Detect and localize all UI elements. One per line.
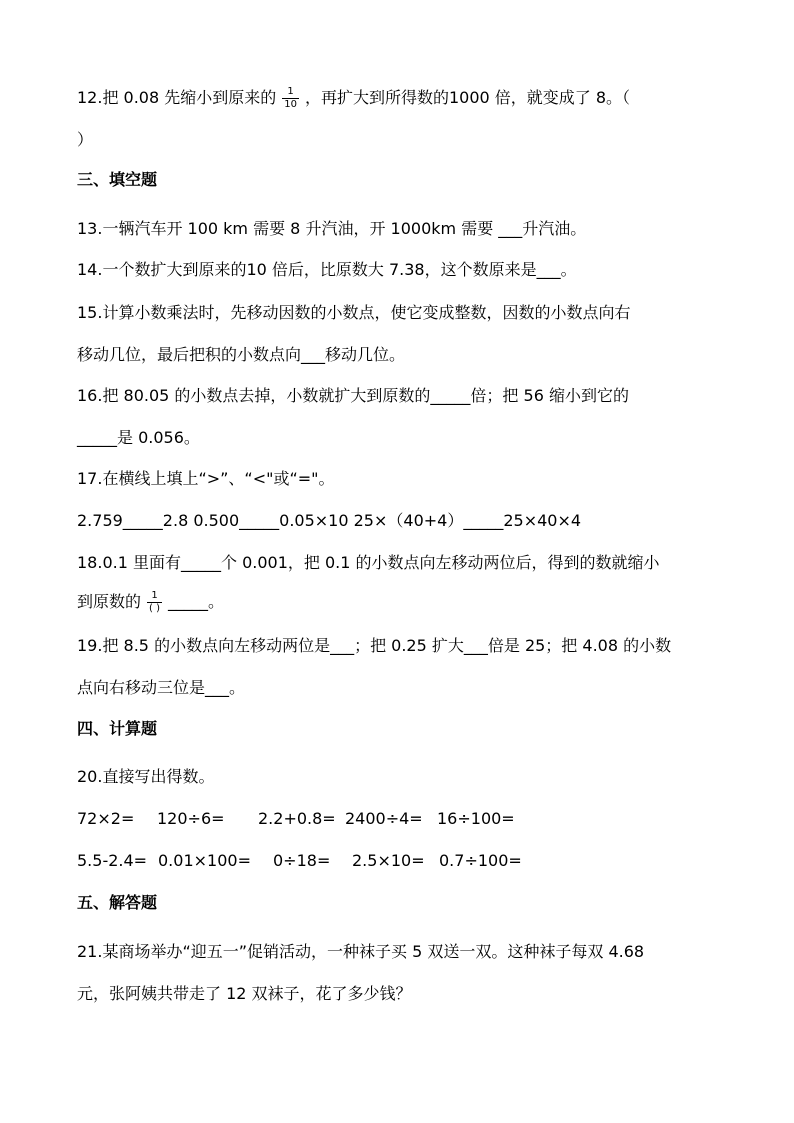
calc-item: 0.01×100= <box>158 851 251 870</box>
fraction: $\frac{1}{10}$ <box>284 86 297 110</box>
calc-item: 2.5×10= <box>352 851 425 870</box>
question-19-line1: 19.把 8.5 的小数点向左移动两位是___；把 0.25 扩大___倍是 25；把 4.08 的小数 <box>77 636 672 655</box>
question-12-text-after: ，再扩大到所得数的1000 倍，就变成了 8。（ <box>304 88 631 107</box>
question-13: 13.一辆汽车开 100 km 需要 8 升汽油，开 1000km 需要 ___升汽油。 <box>77 219 587 238</box>
question-21-line1: 21.某商场举办“迎五一”促销活动，一种袜子买 5 双送一双。这种袜子每双 4.68 <box>77 942 645 961</box>
question-14: 14.一个数扩大到原来的10 倍后，比原数大 7.38，这个数原来是___。 <box>77 260 577 279</box>
calc-item: 120÷6= <box>157 809 225 828</box>
section-heading-fill-blank: 三、填空题 <box>77 170 158 189</box>
question-15-line1: 15.计算小数乘法时，先移动因数的小数点，使它变成整数，因数的小数点向右 <box>77 303 631 322</box>
question-18-line2: 到原数的 $\frac{1}{( )}$ _____。 <box>77 590 225 614</box>
question-12-text-before: 12.把 0.08 先缩小到原来的 <box>77 88 277 107</box>
calc-item: 72×2= <box>77 809 135 828</box>
section-heading-answer: 五、解答题 <box>77 893 158 912</box>
question-20-title: 20.直接写出得数。 <box>77 767 215 786</box>
question-12 <box>77 86 630 111</box>
calc-item: 0÷18= <box>273 851 331 870</box>
calc-item: 0.7÷100= <box>439 851 522 870</box>
question-21-line2: 元，张阿姨共带走了 12 双袜子，花了多少钱？ <box>77 984 412 1003</box>
calc-item: 5.5-2.4= <box>77 851 148 870</box>
question-15-line2: 移动几位，最后把积的小数点向___移动几位。 <box>77 345 406 364</box>
question-16-line2: _____是 0.056。 <box>77 428 200 447</box>
calc-item: 2.2+0.8= <box>258 809 336 828</box>
fraction: $\frac{1}{( )}$ <box>149 590 160 614</box>
question-19-line2: 点向右移动三位是___。 <box>77 678 246 697</box>
question-17-line1: 17.在横线上填上“>”、“<"或“="。 <box>77 469 335 488</box>
question-17-line2: 2.759_____2.8 0.500_____0.05×10 25×（40+4）_____25×40×4 <box>77 511 582 530</box>
calc-item: 2400÷4= <box>345 809 423 828</box>
question-12-close: ） <box>77 130 94 149</box>
question-18-line1: 18.0.1 里面有_____个 0.001，把 0.1 的小数点向左移动两位后，得到的数就缩小 <box>77 553 660 572</box>
calc-item: 16÷100= <box>437 809 515 828</box>
question-16-line1: 16.把 80.05 的小数点去掉，小数就扩大到原数的_____倍；把 56 缩小到它的 <box>77 386 629 405</box>
section-heading-calculation: 四、计算题 <box>77 719 158 738</box>
